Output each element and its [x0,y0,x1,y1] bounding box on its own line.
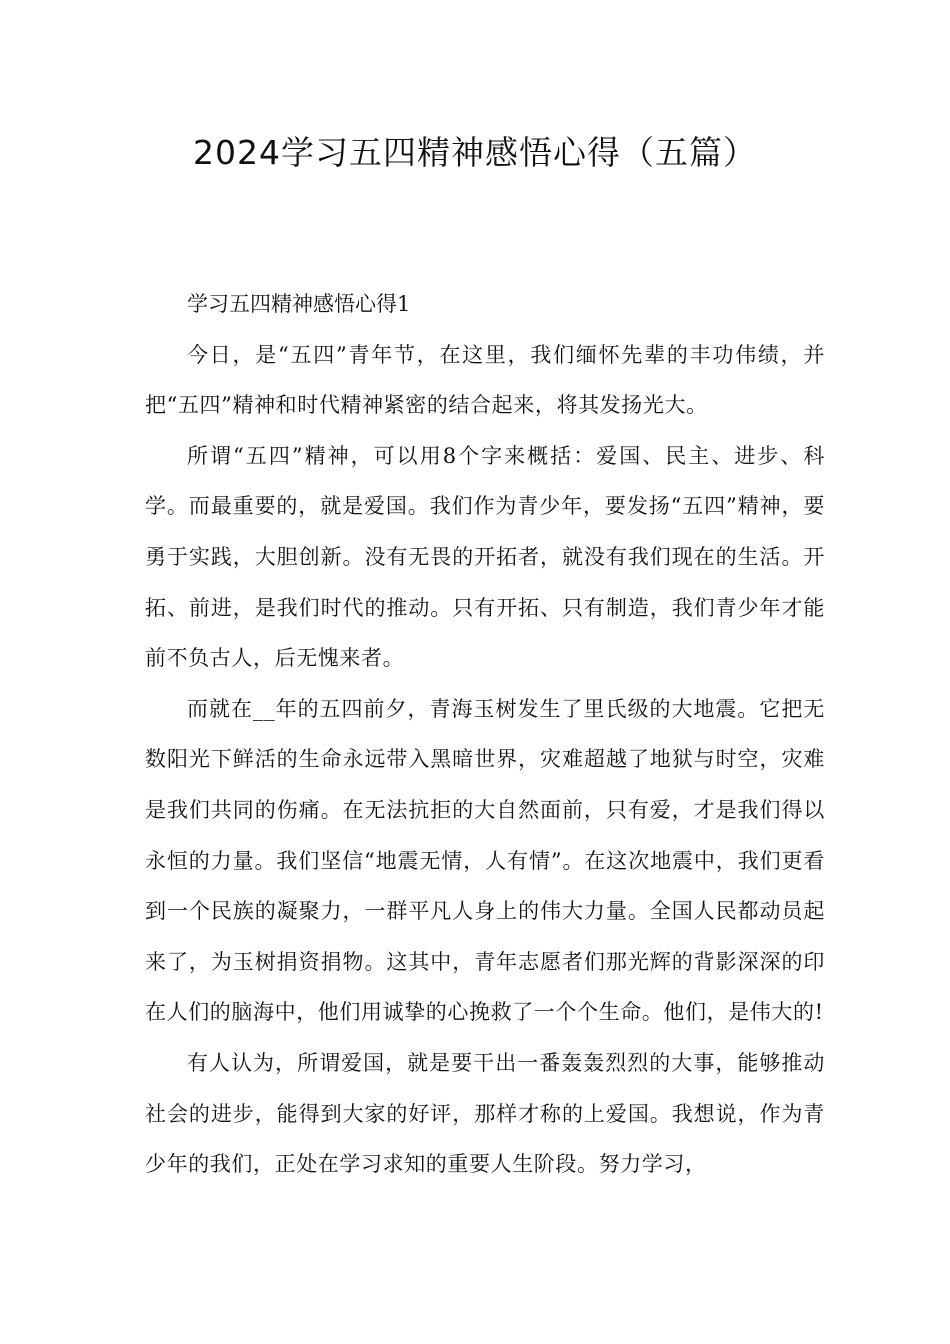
document-body [145,279,825,1190]
paragraph-2: 所谓“五四”精神，可以用8个字来概括：爱国、民主、进步、科学。而最重要的，就是爱国。我们作为青少年，要发扬“五四”精神，要勇于实践，大胆创新。没有无畏的开拓者，就没有我们现在的生活。开拓、前进，是我们时代的推动。只有开拓、只有制造，我们青少年才能前不负古人，后无愧来者。 [145,443,825,671]
paragraph-1: 今日，是“五四”青年节，在这里，我们缅怀先辈的丰功伟绩，并把“五四”精神和时代精神紧密的结合起来，将其发扬光大。 [145,342,825,418]
section-heading: 学习五四精神感悟心得1 [187,292,411,316]
paragraph-4: 有人认为，所谓爱国，就是要干出一番轰轰烈烈的大事，能够推动社会的进步，能得到大家的好评，那样才称的上爱国。我想说，作为青少年的我们，正处在学习求知的重要人生阶段。努力学习， [145,1050,825,1177]
document-title: 2024学习五四精神感悟心得（五篇） [193,133,757,172]
paragraph-3: 而就在__年的五四前夕，青海玉树发生了里氏级的大地震。它把无数阳光下鲜活的生命永远带入黑暗世界，灾难超越了地狱与时空，灾难是我们共同的伤痛。在无法抗拒的大自然面前，只有爱，才是我们得以永恒的力量。我们坚信“地震无情，人有情”。在这次地震中，我们更看到一个民族的凝聚力，一群平凡人身上的伟大力量。全国人民都动员起来了，为玉树捐资捐物。这其中，青年志愿者们那光辉的背影深深的印在人们的脑海中，他们用诚挚的心挽救了一个个生命。他们，是伟大的! [145,696,825,1025]
